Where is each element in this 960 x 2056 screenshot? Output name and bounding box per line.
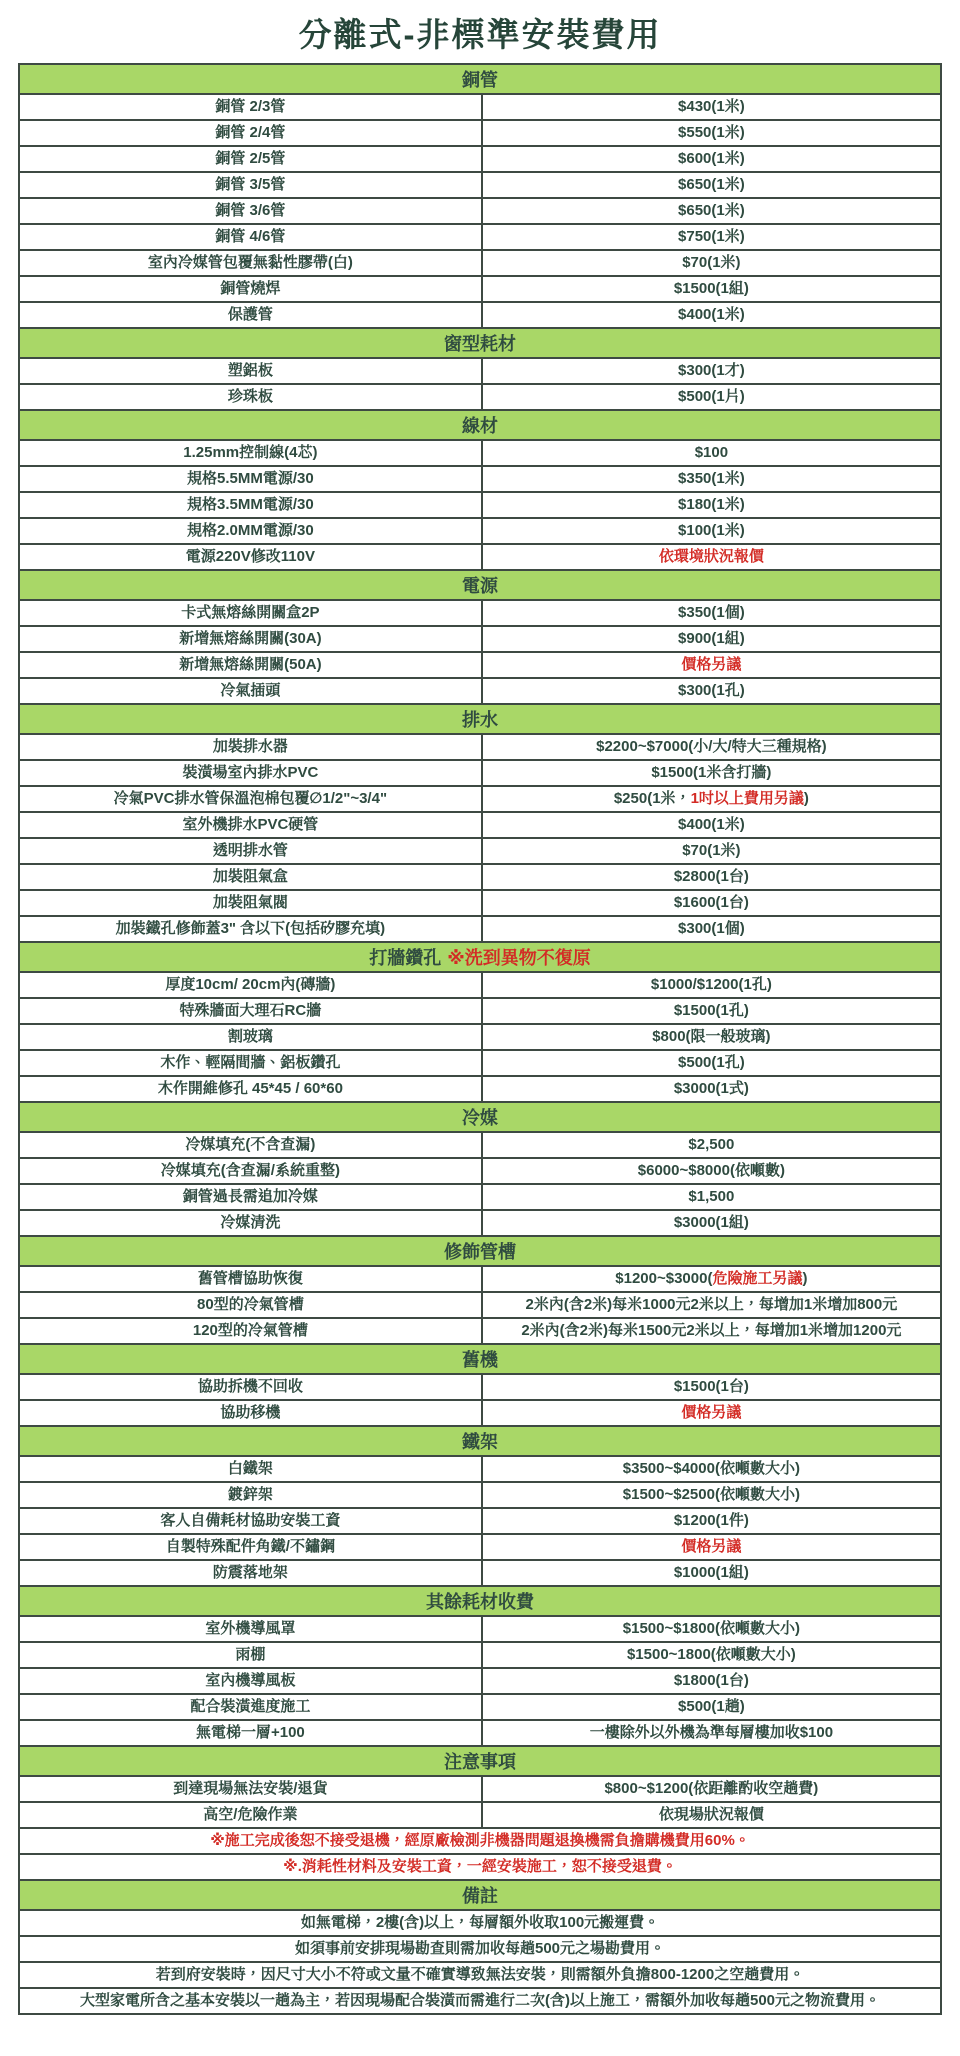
section-header-label: 舊機 [462, 1350, 498, 1370]
price-row [20, 627, 940, 653]
price-row [20, 359, 940, 385]
item-label: 規格5.5MM電源/30 [20, 467, 483, 491]
note-row [20, 1911, 940, 1937]
item-label: 卡式無熔絲開關盒2P [20, 601, 483, 625]
item-label: 冷媒填充(不含查漏) [20, 1133, 483, 1157]
item-label: 室外機導風罩 [20, 1617, 483, 1641]
item-label: 1.25mm控制線(4芯) [20, 441, 483, 465]
item-value: $500(1趟) [678, 1698, 745, 1716]
price-row [20, 1509, 940, 1535]
item-label: 保護管 [20, 303, 483, 327]
price-row [20, 121, 940, 147]
price-row [20, 787, 940, 813]
section-header [20, 1747, 940, 1777]
item-value: $1000(1組) [673, 1564, 749, 1582]
price-row [20, 1211, 940, 1237]
item-label: 冷媒填充(含查漏/系統重整) [20, 1159, 483, 1183]
item-value: 價格另議 [681, 1404, 742, 1422]
item-value-part: 1吋以上費用另議 [690, 790, 804, 808]
item-value: $300(1孔) [678, 682, 745, 700]
item-value: $1200(1件) [673, 1512, 749, 1530]
section-header [20, 1237, 940, 1267]
item-label: 電源220V修改110V [20, 545, 483, 569]
price-row [20, 679, 940, 705]
price-row [20, 1561, 940, 1587]
price-row [20, 761, 940, 787]
price-row [20, 865, 940, 891]
item-value: $1800(1台) [673, 1672, 749, 1690]
section-header [20, 1103, 940, 1133]
section-header-label: 注意事項 [444, 1752, 516, 1772]
item-value: 一樓除外以外機為準每層樓加收$100 [589, 1724, 834, 1742]
item-value: $1500~$1800(依噸數大小) [622, 1620, 800, 1638]
item-label: 高空/危險作業 [20, 1803, 483, 1827]
price-row [20, 1457, 940, 1483]
item-label: 加裝阻氣閥 [20, 891, 483, 915]
section-header-label: 電源 [462, 576, 498, 596]
price-row [20, 303, 940, 329]
item-value: $100 [694, 444, 729, 462]
item-value: $1000/$1200(1孔) [650, 976, 772, 994]
item-value: $3500~$4000(依噸數大小) [622, 1460, 800, 1478]
section-header [20, 65, 940, 95]
section-header-label: 線材 [462, 416, 498, 436]
item-label: 120型的冷氣管槽 [20, 1319, 483, 1343]
price-row [20, 1025, 940, 1051]
item-label: 透明排水管 [20, 839, 483, 863]
item-label: 銅管燒焊 [20, 277, 483, 301]
item-value: $650(1米) [678, 202, 745, 220]
price-row [20, 1267, 940, 1293]
price-row [20, 1617, 940, 1643]
item-value-part: ) [802, 1270, 808, 1288]
item-label: 銅管 2/3管 [20, 95, 483, 119]
price-row [20, 519, 940, 545]
item-label: 協助移機 [20, 1401, 483, 1425]
note-row [20, 1829, 940, 1855]
item-value: $1500(1台) [673, 1378, 749, 1396]
price-row [20, 251, 940, 277]
price-row [20, 493, 940, 519]
price-row [20, 467, 940, 493]
item-value: $350(1個) [678, 604, 745, 622]
price-row [20, 891, 940, 917]
item-label: 塑鋁板 [20, 359, 483, 383]
item-label: 客人自備耗材協助安裝工資 [20, 1509, 483, 1533]
item-value: $70(1米) [682, 254, 741, 272]
price-row [20, 1051, 940, 1077]
price-row [20, 1721, 940, 1747]
page-title: 分離式-非標準安裝費用 [298, 16, 662, 53]
price-row [20, 999, 940, 1025]
item-label: 冷氣PVC排水管保溫泡棉包覆∅1/2"~3/4" [20, 787, 483, 811]
item-value: $800~$1200(依距離酌收空趟費) [604, 1780, 819, 1798]
item-label: 割玻璃 [20, 1025, 483, 1049]
item-label: 銅管 2/5管 [20, 147, 483, 171]
item-label: 到達現場無法安裝/退貨 [20, 1777, 483, 1801]
item-value: 價格另議 [681, 656, 742, 674]
item-value: $1500(1米含打牆) [651, 764, 772, 782]
item-label: 白鐵架 [20, 1457, 483, 1481]
note-row [20, 1855, 940, 1881]
section-header [20, 1427, 940, 1457]
section-header-label: 排水 [462, 710, 498, 730]
item-label: 加裝排水器 [20, 735, 483, 759]
section-header-label: 銅管 [462, 70, 498, 90]
price-row [20, 1375, 940, 1401]
section-header [20, 705, 940, 735]
item-value: 依環境狀況報價 [658, 548, 764, 566]
note-row [20, 1937, 940, 1963]
section-header [20, 411, 940, 441]
item-label: 規格2.0MM電源/30 [20, 519, 483, 543]
price-row [20, 1401, 940, 1427]
item-value [483, 1267, 940, 1291]
price-row [20, 1803, 940, 1829]
price-row [20, 1185, 940, 1211]
price-row [20, 225, 940, 251]
item-value: $900(1組) [678, 630, 745, 648]
note-text: ※.消耗性材料及安裝工資，一經安裝施工，恕不接受退費。 [283, 1858, 677, 1876]
item-value: $1500(1組) [673, 280, 749, 298]
section-header [20, 571, 940, 601]
section-header-label: 其餘耗材收費 [426, 1592, 534, 1612]
item-value: $2200~$7000(小/大/特大三種規格) [596, 738, 827, 756]
note-text: 如須事前安排現場勘查則需加收每趟500元之場勘費用。 [294, 1940, 666, 1958]
price-row [20, 917, 940, 943]
note-row [20, 1963, 940, 1989]
price-row [20, 1077, 940, 1103]
item-label: 防震落地架 [20, 1561, 483, 1585]
item-label: 配合裝潢進度施工 [20, 1695, 483, 1719]
section-header-label: 窗型耗材 [444, 334, 516, 354]
item-label: 加裝鐵孔修飾蓋3" 含以下(包括矽膠充填) [20, 917, 483, 941]
section-header-label: 備註 [462, 1886, 498, 1906]
price-row [20, 1483, 940, 1509]
item-label: 協助拆機不回收 [20, 1375, 483, 1399]
note-text: ※施工完成後恕不接受退機，經原廠檢測非機器問題退換機需負擔購機費用60%。 [210, 1832, 750, 1850]
price-row [20, 545, 940, 571]
item-label: 銅管過長需追加冷媒 [20, 1185, 483, 1209]
price-row [20, 147, 940, 173]
item-label: 加裝阻氣盒 [20, 865, 483, 889]
price-row [20, 1669, 940, 1695]
item-value-part: $250(1米， [613, 790, 691, 808]
section-header-label: 打牆鑽孔 [369, 948, 442, 968]
price-row [20, 1159, 940, 1185]
price-row [20, 1293, 940, 1319]
item-label: 室內冷媒管包覆無黏性膠帶(白) [20, 251, 483, 275]
price-row [20, 1695, 940, 1721]
item-label: 裝潢場室內排水PVC [20, 761, 483, 785]
item-label: 銅管 3/5管 [20, 173, 483, 197]
item-label: 鍍鋅架 [20, 1483, 483, 1507]
price-row [20, 385, 940, 411]
item-value: $1600(1台) [673, 894, 749, 912]
section-header-label: 冷媒 [462, 1108, 498, 1128]
item-value: $550(1米) [678, 124, 745, 142]
item-label: 特殊牆面大理石RC牆 [20, 999, 483, 1023]
item-value: $100(1米) [678, 522, 745, 540]
item-label: 舊管槽協助恢復 [20, 1267, 483, 1291]
section-header [20, 1881, 940, 1911]
item-value: $750(1米) [678, 228, 745, 246]
section-header-note: ※洗到異物不復原 [447, 948, 591, 968]
price-row [20, 1133, 940, 1159]
item-label: 銅管 4/6管 [20, 225, 483, 249]
section-header-label: 修飾管槽 [444, 1242, 516, 1262]
section-header [20, 943, 940, 973]
section-header-label: 鐵架 [462, 1432, 498, 1452]
item-value: $3000(1組) [673, 1214, 749, 1232]
item-label: 雨棚 [20, 1643, 483, 1667]
item-value: $500(1片) [678, 388, 745, 406]
item-value: $650(1米) [678, 176, 745, 194]
item-value: $6000~$8000(依噸數) [637, 1162, 785, 1180]
item-value: $400(1米) [678, 306, 745, 324]
item-label: 冷媒清洗 [20, 1211, 483, 1235]
item-label: 無電梯一層+100 [20, 1721, 483, 1745]
price-row [20, 1643, 940, 1669]
note-text: 若到府安裝時，因尺寸大小不符或文量不確實導致無法安裝，則需額外負擔800-1200之空趟費用。 [155, 1966, 805, 1984]
item-label: 室內機導風板 [20, 1669, 483, 1693]
item-label: 冷氣插頭 [20, 679, 483, 703]
section-header [20, 1587, 940, 1617]
item-value: $1500(1孔) [673, 1002, 749, 1020]
price-row [20, 277, 940, 303]
item-value: 2米內(含2米)每米1500元2米以上，每增加1米增加1200元 [521, 1322, 902, 1340]
item-label: 新增無熔絲開關(30A) [20, 627, 483, 651]
price-row [20, 1319, 940, 1345]
item-value: $430(1米) [678, 98, 745, 116]
item-value: $1,500 [688, 1188, 735, 1206]
item-label: 銅管 3/6管 [20, 199, 483, 223]
item-value: $1500~$2500(依噸數大小) [622, 1486, 800, 1504]
price-row [20, 441, 940, 467]
price-row [20, 601, 940, 627]
price-row [20, 199, 940, 225]
item-value: $300(1才) [678, 362, 745, 380]
section-header [20, 329, 940, 359]
item-label: 木作開維修孔 45*45 / 60*60 [20, 1077, 483, 1101]
price-row [20, 813, 940, 839]
price-row [20, 1535, 940, 1561]
item-value-part: 危險施工另議 [712, 1270, 803, 1288]
item-value: $800(限一般玻璃) [652, 1028, 771, 1046]
item-label: 厚度10cm/ 20cm內(磚牆) [20, 973, 483, 997]
price-row [20, 95, 940, 121]
price-row [20, 973, 940, 999]
item-label: 自製特殊配件角鐵/不鏽鋼 [20, 1535, 483, 1559]
item-label: 新增無熔絲開關(50A) [20, 653, 483, 677]
note-row [20, 1989, 940, 2013]
item-value: $1500~1800(依噸數大小) [626, 1646, 796, 1664]
item-value: 價格另議 [681, 1538, 742, 1556]
section-header [20, 1345, 940, 1375]
item-value: $350(1米) [678, 470, 745, 488]
price-row [20, 1777, 940, 1803]
item-label: 銅管 2/4管 [20, 121, 483, 145]
price-row [20, 839, 940, 865]
item-value: $300(1個) [678, 920, 745, 938]
item-value: 2米內(含2米)每米1000元2米以上，每增加1米增加800元 [525, 1296, 898, 1314]
note-text: 如無電梯，2樓(含)以上，每層額外收取100元搬運費。 [300, 1914, 660, 1932]
price-table [18, 63, 942, 2015]
price-row [20, 173, 940, 199]
price-row [20, 653, 940, 679]
item-value [483, 787, 940, 811]
item-value: $180(1米) [678, 496, 745, 514]
price-row [20, 735, 940, 761]
item-value-part: $1200~$3000( [615, 1270, 713, 1288]
item-value: $500(1孔) [678, 1054, 745, 1072]
item-label: 室外機排水PVC硬管 [20, 813, 483, 837]
item-value-part: ) [803, 790, 809, 808]
item-value: $2,500 [688, 1136, 735, 1154]
item-value: $3000(1式) [673, 1080, 749, 1098]
item-value: $600(1米) [678, 150, 745, 168]
item-value: 依現場狀況報價 [658, 1806, 764, 1824]
item-value: $70(1米) [682, 842, 741, 860]
note-text: 大型家電所含之基本安裝以一趟為主，若因現場配合裝潢而需進行二次(含)以上施工，需額外加收每趟500元之物流費用。 [79, 1992, 881, 2010]
item-value: $400(1米) [678, 816, 745, 834]
item-label: 規格3.5MM電源/30 [20, 493, 483, 517]
item-label: 80型的冷氣管槽 [20, 1293, 483, 1317]
item-label: 珍珠板 [20, 385, 483, 409]
item-value: $2800(1台) [673, 868, 749, 886]
item-label: 木作、輕隔間牆、鋁板鑽孔 [20, 1051, 483, 1075]
